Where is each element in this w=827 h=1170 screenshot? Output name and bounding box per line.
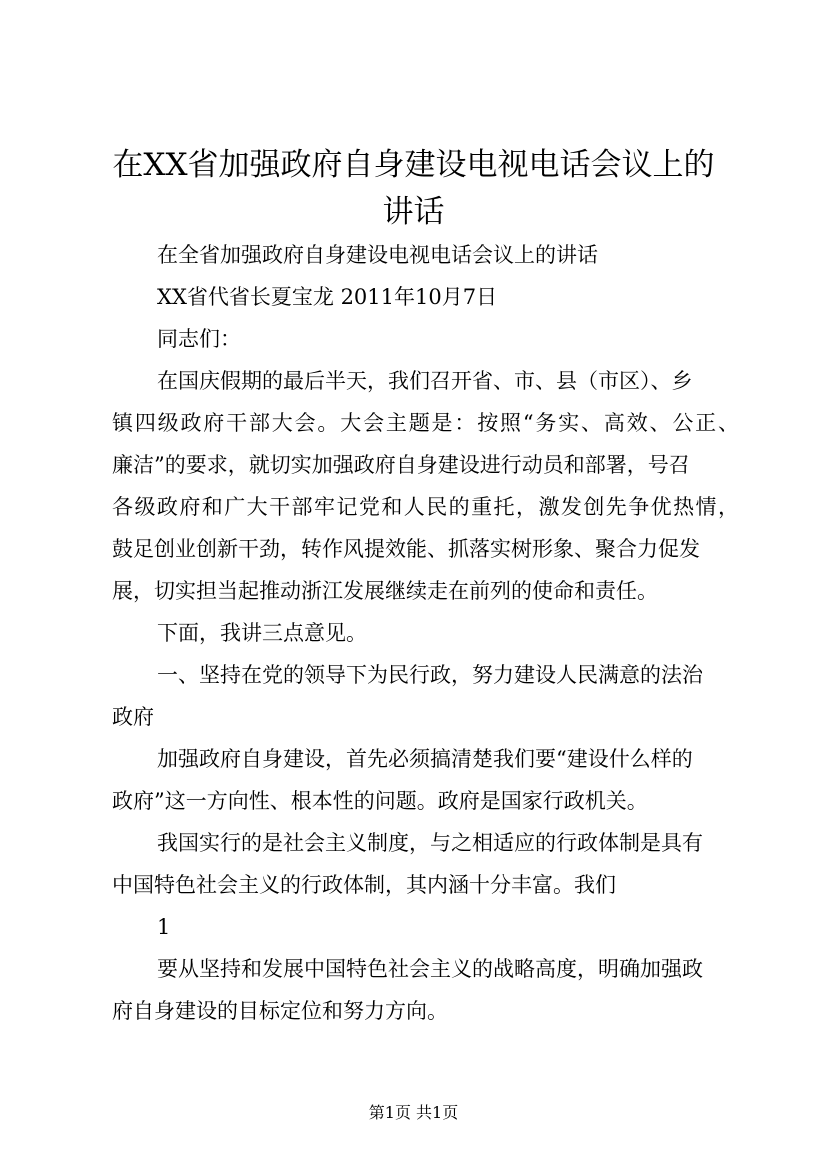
- paragraph-5-line-2: 中国特色社会主义的行政体制，其内涵十分丰富。我们: [112, 873, 616, 897]
- document-title-line-2: 讲话: [382, 194, 445, 230]
- paragraph-1-line-2: 镇四级政府干部大会。大会主题是：按照“务实、高效、公正、: [112, 411, 739, 435]
- paragraph-4-line-2: 政府”这一方向性、根本性的问题。政府是国家行政机关。: [112, 789, 648, 813]
- paragraph-1-line-1: 在国庆假期的最后半天，我们召开省、市、县（市区）、乡: [157, 369, 693, 393]
- paragraph-1-line-4: 各级政府和广大干部牢记党和人民的重托，激发创先争优热情，: [112, 495, 739, 519]
- paragraph-7-line-2: 府自身建设的目标定位和努力方向。: [112, 999, 448, 1023]
- paragraph-1-line-5: 鼓足创业创新干劲，转作风提效能、抓落实树形象、聚合力促发: [112, 537, 700, 561]
- section-heading-1-line-2: 政府: [112, 705, 154, 729]
- paragraph-1-line-6: 展，切实担当起推动浙江发展继续走在前列的使命和责任。: [112, 579, 658, 603]
- paragraph-5-line-1: 我国实行的是社会主义制度，与之相适应的行政体制是具有: [157, 831, 703, 855]
- paragraph-7-line-1: 要从坚持和发展中国特色社会主义的战略高度，明确加强政: [157, 957, 703, 981]
- document-title-line-1: 在XX省加强政府自身建设电视电话会议上的: [112, 147, 715, 183]
- paragraph-2-line-1: 下面，我讲三点意见。: [157, 621, 367, 645]
- page-footer: 第1页 共1页: [368, 1103, 459, 1122]
- document-subtitle: 在全省加强政府自身建设电视电话会议上的讲话: [157, 243, 598, 267]
- paragraph-4-line-1: 加强政府自身建设，首先必须搞清楚我们要“建设什么样的: [157, 747, 693, 771]
- inline-page-number: 1: [157, 915, 171, 939]
- paragraph-1-line-3: 廉洁”的要求，就切实加强政府自身建设进行动员和部署，号召: [112, 453, 690, 477]
- section-heading-1-line-1: 一、坚持在党的领导下为民行政，努力建设人民满意的法治: [157, 663, 703, 687]
- document-byline: XX省代省长夏宝龙 2011年10月7日: [157, 285, 498, 309]
- salutation: 同志们：: [157, 327, 241, 351]
